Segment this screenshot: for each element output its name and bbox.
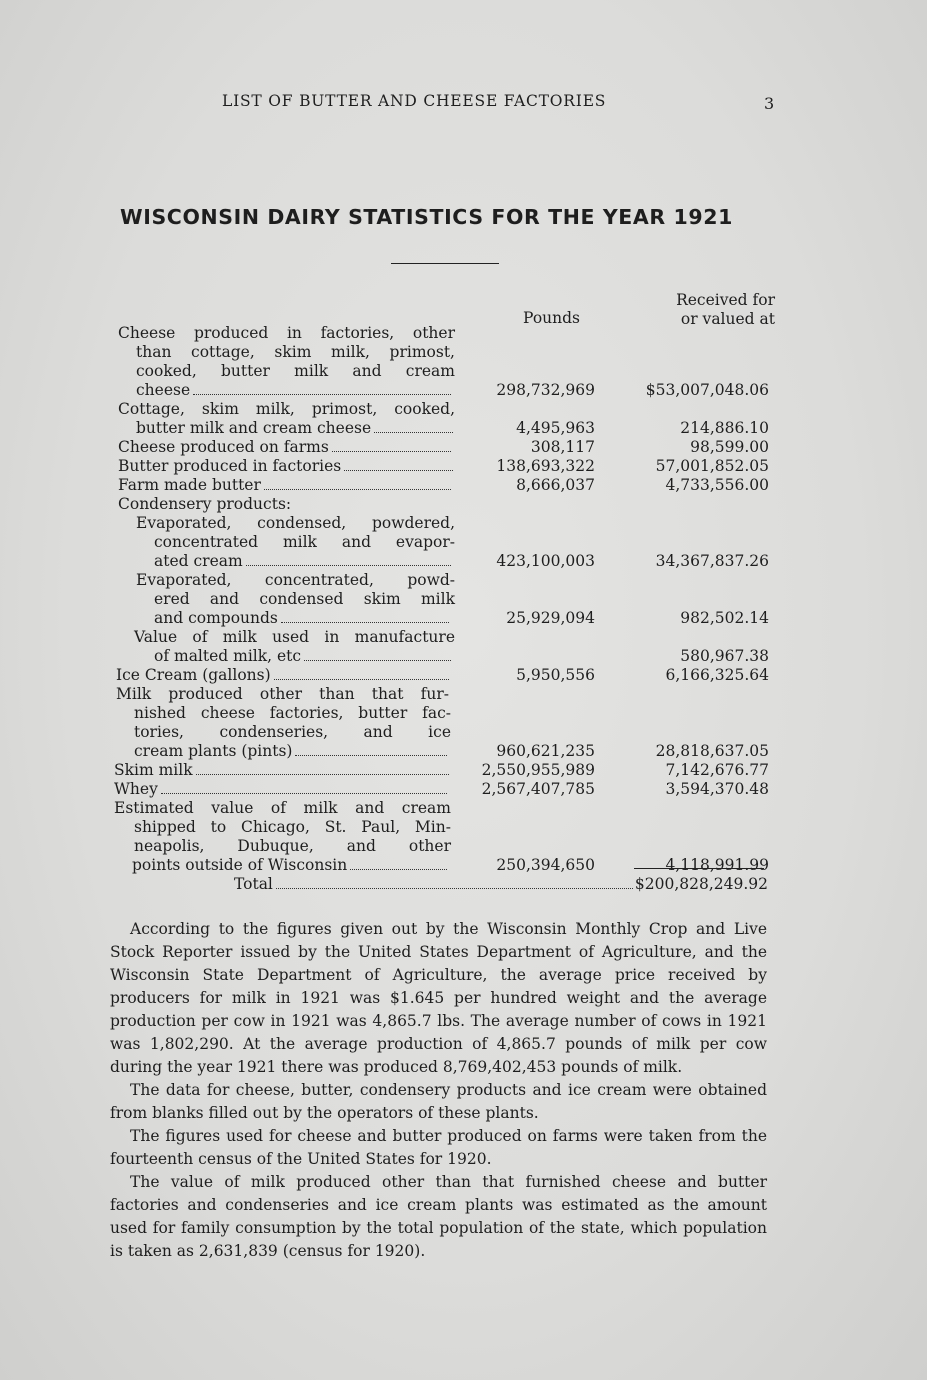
value-cell: 7,142,676.77: [665, 761, 769, 779]
table-row: [0, 685, 927, 704]
table-row: [0, 571, 927, 590]
pounds-cell: 5,950,556: [516, 666, 595, 684]
table-row: [0, 495, 927, 514]
row-label: Estimated value of milk and cream: [114, 799, 451, 817]
explanatory-text: [110, 918, 767, 1263]
row-label-text: Cheese produced on farms: [118, 438, 329, 456]
row-label: [154, 552, 453, 571]
pounds-cell: 4,495,963: [516, 419, 595, 437]
value-cell: 28,818,637.05: [655, 742, 769, 760]
row-label: tories, condenseries, and ice: [134, 723, 451, 741]
column-header-value-line2: or valued at: [680, 310, 775, 328]
dot-leader: [374, 432, 453, 433]
dot-leader: [193, 394, 451, 395]
row-label: Milk produced other than that fur-: [116, 685, 449, 703]
paragraph-census-data: The figures used for cheese and butter produced on farms were taken from the fourteenth census of the United States for 1920.: [110, 1127, 767, 1168]
row-label: [114, 761, 451, 780]
value-cell: 3,594,370.48: [665, 780, 769, 798]
dot-leader: [161, 793, 447, 794]
row-label: [114, 780, 449, 799]
pounds-cell: 8,666,037: [516, 476, 595, 494]
total-row: [234, 875, 768, 894]
dot-leader: [350, 869, 447, 870]
pounds-cell: 423,100,003: [496, 552, 595, 570]
dot-leader: [274, 679, 449, 680]
row-label: Cheese produced in factories, other: [118, 324, 455, 342]
table-row: [0, 742, 927, 761]
page-number: 3: [764, 94, 775, 113]
pounds-cell: 308,117: [530, 438, 595, 456]
row-label-text: Farm made butter: [118, 476, 261, 494]
dot-leader: [264, 489, 451, 490]
row-label-text: and compounds: [154, 609, 278, 627]
row-label: Value of milk used in manufacture: [134, 628, 455, 646]
table-row: [0, 533, 927, 552]
dot-leader: [332, 451, 451, 452]
column-header-value-line1: Received for: [676, 291, 775, 309]
dot-leader: [196, 774, 449, 775]
page-title: WISCONSIN DAIRY STATISTICS FOR THE YEAR 1921: [120, 205, 733, 229]
row-label: nished cheese factories, butter fac-: [134, 704, 451, 722]
table-row: [0, 799, 927, 818]
row-label: Cottage, skim milk, primost, cooked,: [118, 400, 455, 418]
pounds-cell: 960,621,235: [496, 742, 595, 760]
row-label-text: Butter produced in factories: [118, 457, 342, 475]
pounds-cell: 2,567,407,785: [481, 780, 595, 798]
pounds-cell: 2,550,955,989: [481, 761, 595, 779]
row-label-text: Whey: [114, 780, 158, 798]
pounds-cell: 250,394,650: [496, 856, 595, 874]
table-row: [0, 780, 927, 799]
row-label: [134, 742, 449, 761]
value-cell: 580,967.38: [680, 647, 769, 665]
row-label: neapolis, Dubuque, and other: [134, 837, 451, 855]
row-label: Condensery products:: [118, 495, 292, 513]
row-label: [118, 457, 455, 476]
table-row: [0, 590, 927, 609]
value-cell: 6,166,325.64: [665, 666, 769, 684]
row-label: [136, 419, 455, 438]
table-row: [0, 514, 927, 533]
table-row: [0, 837, 927, 856]
dot-leader: [344, 470, 453, 471]
value-cell: $53,007,048.06: [645, 381, 769, 399]
total-label: Total: [234, 875, 273, 893]
row-label: ered and condensed skim milk: [154, 590, 455, 608]
table-row: [0, 723, 927, 742]
total-value: $200,828,249.92: [634, 875, 768, 893]
table-row: [0, 438, 927, 457]
row-label: concentrated milk and evapor-: [154, 533, 455, 551]
value-cell: 4,118,991.99: [665, 856, 769, 874]
table-row: [0, 476, 927, 495]
value-cell: 57,001,852.05: [655, 457, 769, 475]
pounds-cell: 25,929,094: [506, 609, 595, 627]
row-label: [116, 666, 451, 685]
sum-rule: [634, 868, 764, 869]
dot-leader: [276, 888, 633, 889]
table-row: [0, 381, 927, 400]
value-cell: 982,502.14: [680, 609, 769, 627]
row-label: [154, 647, 453, 666]
title-rule: [391, 263, 499, 264]
row-label-text: Skim milk: [114, 761, 193, 779]
pounds-cell: 298,732,969: [496, 381, 595, 399]
row-label-text: points outside of Wisconsin: [132, 856, 348, 874]
row-label: shipped to Chicago, St. Paul, Min-: [134, 818, 451, 836]
value-cell: 214,886.10: [680, 419, 769, 437]
paragraph-family-consumption: The value of milk produced other than that furnished cheese and butter factories and condenseries and ice cream plants was estimated as the amount used for family consumption by the total population of the state, which population is taken as 2,631,839 (census for 1920).: [110, 1173, 767, 1260]
row-label: [132, 856, 449, 875]
dot-leader: [304, 660, 451, 661]
row-label-text: butter milk and cream cheese: [136, 419, 372, 437]
pounds-cell: 138,693,322: [496, 457, 595, 475]
row-label: [118, 438, 453, 457]
row-label: Evaporated, condensed, powdered,: [136, 514, 455, 532]
table-row: [0, 856, 927, 875]
table-row: [0, 419, 927, 438]
row-label-text: ated cream: [154, 552, 243, 570]
value-cell: 4,733,556.00: [665, 476, 769, 494]
row-label-text: cheese: [136, 381, 191, 399]
value-cell: 98,599.00: [690, 438, 769, 456]
row-label-text: cream plants (pints): [134, 742, 293, 760]
row-label: [154, 609, 451, 628]
column-header-pounds: Pounds: [523, 309, 580, 327]
table-row: [0, 343, 927, 362]
dot-leader: [246, 565, 451, 566]
value-cell: 34,367,837.26: [655, 552, 769, 570]
dot-leader: [281, 622, 449, 623]
row-label: cooked, butter milk and cream: [136, 362, 455, 380]
paragraph-plant-data: The data for cheese, butter, condensery products and ice cream were obtained from blanks filled out by the operators of these plants.: [110, 1081, 767, 1122]
table-row: [0, 628, 927, 647]
table-row: [0, 666, 927, 685]
dot-leader: [295, 755, 447, 756]
table-row: [0, 818, 927, 837]
row-label: than cottage, skim milk, primost,: [136, 343, 455, 361]
table-row: [0, 552, 927, 571]
table-row: [0, 324, 927, 343]
row-label-text: of malted milk, etc: [154, 647, 302, 665]
running-header: LIST OF BUTTER AND CHEESE FACTORIES: [222, 92, 607, 110]
row-label: Evaporated, concentrated, powd-: [136, 571, 455, 589]
row-label-text: Ice Cream (gallons): [116, 666, 271, 684]
table-row: [0, 704, 927, 723]
row-label: [136, 381, 453, 400]
table-row: [0, 609, 927, 628]
paragraph-sources: According to the figures given out by the Wisconsin Monthly Crop and Live Stock Reporter issued by the United States Department of Agriculture, and the Wisconsin State Department of Agriculture, the average price received by producers for milk in 1921 was $1.645 per hundred weight and the average production per cow in 1921 was 4,865.7 lbs. The average number of cows in 1921 was 1,802,290. At the average production of 4,865.7 pounds of milk per cow during the year 1921 there was produced 8,769,402,453 pounds of milk.: [110, 920, 767, 1076]
table-row: [0, 400, 927, 419]
row-label: [118, 476, 453, 495]
table-row: [0, 362, 927, 381]
table-row: [0, 761, 927, 780]
table-row: [0, 647, 927, 666]
table-row: [0, 457, 927, 476]
